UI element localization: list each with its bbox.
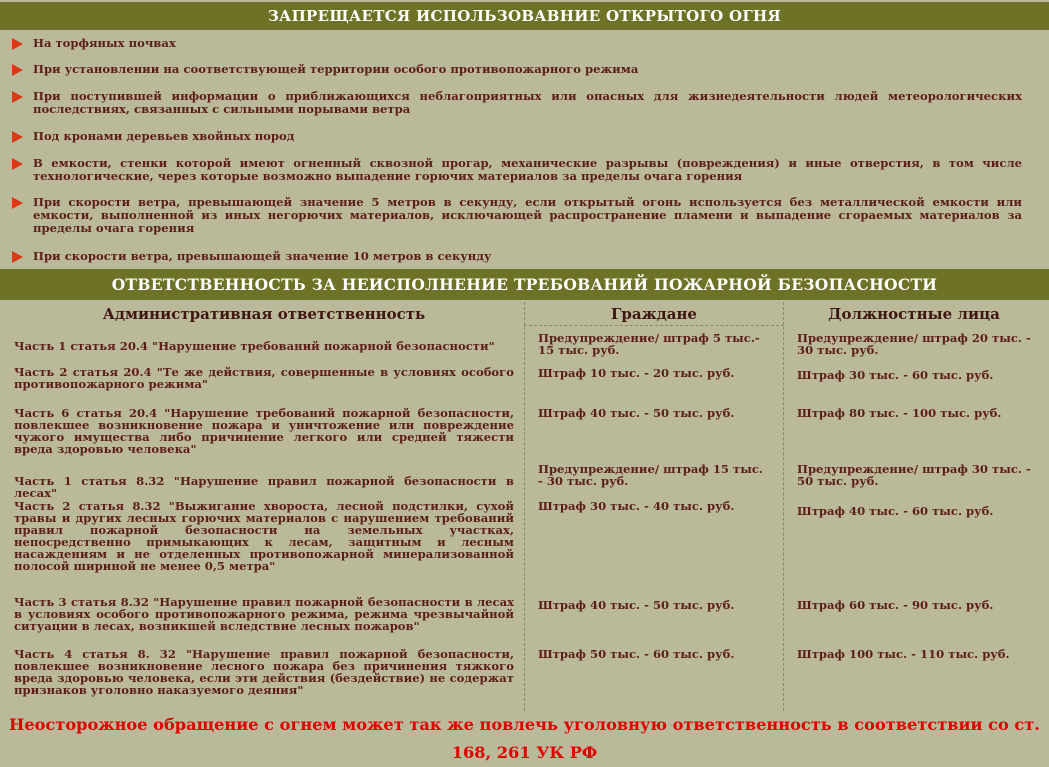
bullet-triangle-icon bbox=[12, 197, 23, 209]
bullet-triangle-icon bbox=[12, 64, 23, 76]
bullet-triangle-icon bbox=[12, 91, 23, 103]
citizens-cell: Штраф 40 тыс. - 50 тыс. руб. bbox=[538, 406, 735, 420]
ban-item-text: В емкости, стенки которой имеют огненный сквозной прогар, механические разрывы (повреждения) и иные отверстия, в том числе технологические, через которые возможно выпадение горючих материалов за пределы очага горения bbox=[33, 156, 1022, 183]
ban-item-text: При установлении на соответствующей территории особого противопожарного режима bbox=[33, 62, 639, 76]
header-citizens: Граждане bbox=[611, 305, 697, 323]
responsibility-table bbox=[0, 300, 1049, 711]
law-cell: Часть 6 статья 20.4 "Нарушение требований пожарной безопасности, повлекшее возникновение пожара и уничтожение или повреждение чужого имущества либо причинение легкого или средней тяжести вреда здоровью человека" bbox=[14, 406, 514, 456]
ban-item bbox=[12, 90, 1022, 116]
column-divider bbox=[524, 302, 525, 711]
law-cell: Часть 1 статья 20.4 "Нарушение требований пожарной безопасности" bbox=[14, 339, 495, 353]
column-divider bbox=[783, 302, 784, 711]
ban-item bbox=[12, 37, 1022, 50]
ban-item-text: На торфяных почвах bbox=[33, 36, 176, 50]
ban-item bbox=[12, 157, 1022, 183]
officials-cell: Предупреждение/ штраф 30 тыс. - 50 тыс. руб. bbox=[797, 462, 1031, 488]
ban-item-text: Под кронами деревьев хвойных пород bbox=[33, 129, 295, 143]
citizens-cell: Штраф 40 тыс. - 50 тыс. руб. bbox=[538, 598, 735, 612]
citizens-cell: Штраф 30 тыс. - 40 тыс. руб. bbox=[538, 499, 735, 513]
ban-item-text: При скорости ветра, превышающей значение 10 метров в секунду bbox=[33, 249, 492, 263]
ban-item bbox=[12, 63, 1022, 76]
bullet-triangle-icon bbox=[12, 131, 23, 143]
law-cell: Часть 3 статья 8.32 "Нарушение правил пожарной безопасности в лесах в условиях особого противопожарного режима, режима чрезвычайной ситуации в лесах, возникшей вследствие лесных пожаров" bbox=[14, 595, 514, 633]
ban-section-title: ЗАПРЕЩАЕТСЯ ИСПОЛЬЗОВАВНИЕ ОТКРЫТОГО ОГНЯ bbox=[0, 2, 1049, 30]
bullet-triangle-icon bbox=[12, 158, 23, 170]
law-cell: Часть 4 статья 8. 32 "Нарушение правил пожарной безопасности, повлекшее возникновение лесного пожара без причинения тяжкого вреда здоровью человека, если эти действия (бездействие) не содержат признаков уголовно наказуемого деяния" bbox=[14, 647, 514, 697]
law-cell: Часть 1 статья 8.32 "Нарушение правил пожарной безопасности в лесах" bbox=[14, 474, 514, 500]
citizens-cell: Штраф 10 тыс. - 20 тыс. руб. bbox=[538, 366, 735, 380]
header-officials: Должностные лица bbox=[828, 305, 1000, 323]
citizens-cell: Предупреждение/ штраф 5 тыс.- 15 тыс. руб. bbox=[538, 331, 760, 357]
officials-cell: Предупреждение/ штраф 20 тыс. - 30 тыс. руб. bbox=[797, 331, 1031, 357]
citizens-cell: Штраф 50 тыс. - 60 тыс. руб. bbox=[538, 647, 735, 661]
law-cell: Часть 2 статья 20.4 "Те же действия, совершенные в условиях особого противопожарного режима" bbox=[14, 365, 514, 391]
ban-item bbox=[12, 196, 1022, 235]
responsibility-title: ОТВЕТСТВЕННОСТЬ ЗА НЕИСПОЛНЕНИЕ ТРЕБОВАНИЙ ПОЖАРНОЙ БЕЗОПАСНОСТИ bbox=[0, 269, 1049, 300]
ban-item bbox=[12, 250, 1022, 263]
ban-item-text: При скорости ветра, превышающей значение 5 метров в секунду, если открытый огонь используется без металлической емкости или емкости, выполненной из иных негорючих материалов, исключающей распространение пламени и выпадение сгораемых материалов за пределы очага горения bbox=[33, 195, 1022, 235]
header-administrative: Административная ответственность bbox=[102, 305, 426, 323]
criminal-liability-warning: Неосторожное обращение с огнем может так же повлечь уголовную ответственность в соответствии со ст. 168, 261 УК РФ bbox=[9, 715, 1040, 762]
bullet-triangle-icon bbox=[12, 251, 23, 263]
officials-cell: Штраф 80 тыс. - 100 тыс. руб. bbox=[797, 406, 1002, 420]
law-cell: Часть 2 статья 8.32 "Выжигание хвороста, лесной подстилки, сухой травы и других лесных горючих материалов с нарушением требований правил пожарной безопасности на земельных участках, непосредственно примыкающих к лесам, защитным и лесным насаждениям и не отделенных противопожарной минерализованной полосой шириной не менее 0,5 метра" bbox=[14, 499, 514, 573]
citizens-cell: Предупреждение/ штраф 15 тыс. - 30 тыс. руб. bbox=[538, 462, 763, 488]
bullet-triangle-icon bbox=[12, 38, 23, 50]
officials-cell: Штраф 100 тыс. - 110 тыс. руб. bbox=[797, 647, 1010, 661]
officials-cell: Штраф 40 тыс. - 60 тыс. руб. bbox=[797, 504, 994, 518]
ban-item-text: При поступившей информации о приближающихся неблагоприятных или опасных для жизнедеятельности людей метеорологических последствиях, связанных с сильными порывами ветра bbox=[33, 89, 1022, 116]
officials-cell: Штраф 30 тыс. - 60 тыс. руб. bbox=[797, 368, 994, 382]
officials-cell: Штраф 60 тыс. - 90 тыс. руб. bbox=[797, 598, 994, 612]
ban-item bbox=[12, 130, 1022, 143]
header-divider bbox=[524, 325, 784, 326]
